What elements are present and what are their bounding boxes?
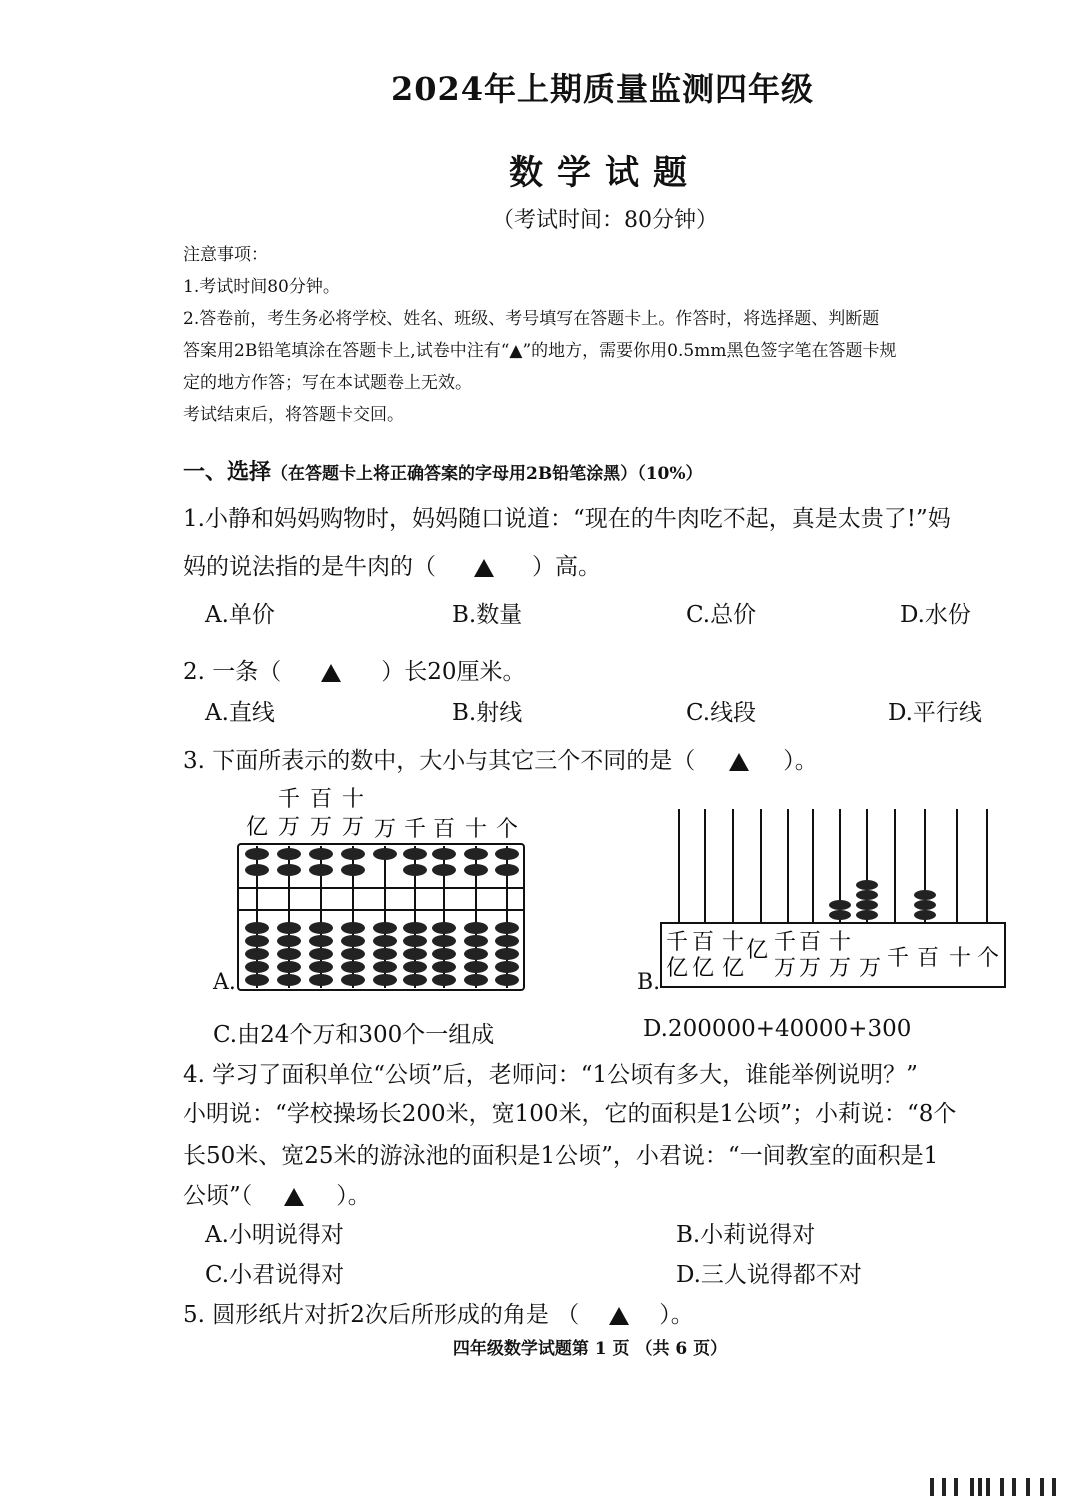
abacus-bead xyxy=(373,935,397,947)
answer-triangle-icon xyxy=(729,753,749,771)
abacus-bead xyxy=(245,974,269,986)
abacus-a xyxy=(232,782,532,997)
abacus-bead xyxy=(403,848,427,860)
q3-option-c: C.由24个万和300个一组成 xyxy=(213,1022,495,1048)
abacus-bead xyxy=(245,864,269,876)
abacus-label: 百 xyxy=(432,817,456,842)
abacus-bead xyxy=(495,961,519,973)
abacus-bead xyxy=(341,935,365,947)
abacus-bead xyxy=(245,948,269,960)
answer-triangle-icon xyxy=(609,1307,629,1325)
counter-label-top: 千 xyxy=(773,930,797,955)
abacus-bead xyxy=(464,974,488,986)
counter-label-top: 千 xyxy=(665,930,689,955)
abacus-bead xyxy=(432,922,456,934)
abacus-bead xyxy=(432,935,456,947)
counter-label-bottom: 万 xyxy=(798,956,822,981)
abacus-top-label: 百 xyxy=(309,787,333,812)
abacus-bead xyxy=(245,922,269,934)
abacus-bead xyxy=(277,864,301,876)
counter-bead xyxy=(829,900,851,910)
abacus-a-label: A. xyxy=(213,970,236,995)
q2-text-b: ）长20厘米。 xyxy=(381,659,526,685)
abacus-bead xyxy=(432,961,456,973)
abacus-bead xyxy=(403,935,427,947)
notes-line: 考试结束后，将答题卡交回。 xyxy=(183,405,404,425)
abacus-label: 千 xyxy=(403,817,427,842)
abacus-bead xyxy=(277,935,301,947)
abacus-bead xyxy=(464,922,488,934)
q1-line2 xyxy=(183,548,601,581)
q4-line2: 小明说：“学校操场长200米，宽100米，它的面积是1公顷”；小莉说：“8个 xyxy=(183,1101,957,1127)
abacus-bead xyxy=(309,935,333,947)
abacus-bead xyxy=(373,974,397,986)
abacus-bead xyxy=(495,935,519,947)
abacus-bead xyxy=(403,961,427,973)
q1-option-b: B.数量 xyxy=(452,602,523,628)
counter-label-bottom: 百 xyxy=(916,946,940,971)
abacus-bead xyxy=(464,864,488,876)
counter-label-bottom: 亿 xyxy=(691,956,715,981)
answer-triangle-icon xyxy=(474,559,494,577)
abacus-bead xyxy=(432,864,456,876)
counter-label-bottom: 千 xyxy=(886,946,910,971)
abacus-bead xyxy=(403,922,427,934)
section-label: 一、选择 xyxy=(183,459,272,485)
q5-text-b: ）。 xyxy=(659,1302,694,1328)
q5-text xyxy=(183,1296,694,1329)
abacus-bead xyxy=(245,848,269,860)
q4-line4 xyxy=(183,1177,371,1210)
abacus-bead xyxy=(373,848,397,860)
q1-option-a: A.单价 xyxy=(205,602,275,628)
q2-option-b: B.射线 xyxy=(452,700,523,726)
counter-label-bottom: 个 xyxy=(976,946,1000,971)
q2-option-a: A.直线 xyxy=(205,700,275,726)
counter-label-bottom: 十 xyxy=(948,946,972,971)
abacus-label: 万 xyxy=(373,817,397,842)
notes-block xyxy=(183,240,896,430)
q4-option-c: C.小君说得对 xyxy=(205,1262,345,1288)
abacus-bead xyxy=(495,848,519,860)
q4-text-a: 公顷”（ xyxy=(183,1183,253,1209)
abacus-bead xyxy=(464,935,488,947)
answer-triangle-icon xyxy=(321,664,341,682)
abacus-beads xyxy=(245,846,519,988)
abacus-bead xyxy=(277,961,301,973)
q5-text-a: 5. 圆形纸片对折2次后所形成的角是 （ xyxy=(183,1302,580,1328)
q2-text-a: 2. 一条（ xyxy=(183,659,282,685)
abacus-bead xyxy=(277,974,301,986)
q1-text-b: ）高。 xyxy=(532,554,601,580)
abacus-label: 万 xyxy=(341,815,365,840)
counter-bead xyxy=(829,910,851,920)
abacus-bead xyxy=(464,961,488,973)
counter-bead xyxy=(856,880,878,890)
q1-option-c: C.总价 xyxy=(686,602,757,628)
abacus-bead xyxy=(341,864,365,876)
abacus-bead xyxy=(432,848,456,860)
section-note: （在答题卡上将正确答案的字母用2B铅笔涂黑）（10%） xyxy=(271,464,703,484)
counter-label-top: 十 xyxy=(828,930,852,955)
counter-bead xyxy=(856,910,878,920)
notes-line: 1.考试时间80分钟。 xyxy=(183,277,340,297)
q1-line1: 1.小静和妈妈购物时，妈妈随口说道：“现在的牛肉吃不起，真是太贵了!”妈 xyxy=(183,506,951,532)
abacus-bead xyxy=(403,864,427,876)
abacus-bead xyxy=(341,922,365,934)
counter-label-bottom: 亿 xyxy=(745,938,769,963)
counter-bead xyxy=(856,890,878,900)
abacus-bead xyxy=(309,948,333,960)
q3-option-d: D.200000+40000+300 xyxy=(643,1016,912,1042)
q4-text-b: ）。 xyxy=(336,1183,371,1209)
abacus-label: 亿 xyxy=(245,815,269,840)
abacus-bead xyxy=(495,864,519,876)
section-heading xyxy=(183,455,703,486)
q4-option-b: B.小莉说得对 xyxy=(676,1222,816,1248)
counter-label-top: 百 xyxy=(691,930,715,955)
abacus-top-label: 十 xyxy=(341,787,365,812)
q4-option-a: A.小明说得对 xyxy=(205,1222,344,1248)
abacus-label: 万 xyxy=(277,815,301,840)
abacus-bead xyxy=(373,961,397,973)
abacus-bead xyxy=(373,922,397,934)
exam-title: 2024年上期质量监测四年级 xyxy=(390,70,815,108)
abacus-bead xyxy=(245,961,269,973)
abacus-bead xyxy=(495,974,519,986)
abacus-bead xyxy=(464,848,488,860)
abacus-label: 万 xyxy=(309,815,333,840)
q3-text-b: ）。 xyxy=(783,748,818,774)
q2-text xyxy=(183,653,526,686)
scan-mark xyxy=(930,1478,1060,1500)
abacus-bead xyxy=(309,864,333,876)
q3-text xyxy=(183,742,818,775)
abacus-bead xyxy=(341,974,365,986)
counter-bead xyxy=(914,900,936,910)
counter-label-bottom: 万 xyxy=(858,956,882,981)
counter-bead xyxy=(914,910,936,920)
counter-label-top: 百 xyxy=(798,930,822,955)
abacus-bead xyxy=(464,948,488,960)
q1-text-a: 妈的说法指的是牛肉的（ xyxy=(183,554,436,580)
abacus-bead xyxy=(341,848,365,860)
q2-option-d: D.平行线 xyxy=(888,700,982,726)
counter-b xyxy=(655,785,1015,995)
abacus-bead xyxy=(403,974,427,986)
notes-line: 答案用2B铅笔填涂在答题卡上,试卷中注有“▲”的地方，需要你用0.5mm黑色签字笔在答题卡规 xyxy=(183,341,897,361)
exam-subtitle: 数学试题 xyxy=(509,153,701,193)
abacus-bead xyxy=(341,948,365,960)
q4-line3: 长50米、宽25米的游泳池的面积是1公顷”，小君说：“一间教室的面积是1 xyxy=(183,1143,939,1169)
abacus-top-label: 千 xyxy=(277,787,301,812)
abacus-bead xyxy=(432,974,456,986)
counter-label-bottom: 万 xyxy=(828,956,852,981)
abacus-bead xyxy=(403,948,427,960)
counter-label-top: 十 xyxy=(721,930,745,955)
abacus-bead xyxy=(277,848,301,860)
abacus-label: 个 xyxy=(495,817,519,842)
q2-option-c: C.线段 xyxy=(686,700,757,726)
abacus-bead xyxy=(309,974,333,986)
abacus-bead xyxy=(373,948,397,960)
q4-option-d: D.三人说得都不对 xyxy=(676,1262,862,1288)
abacus-bead xyxy=(341,961,365,973)
q4-line1: 4. 学习了面积单位“公顷”后，老师问：“1公顷有多大，谁能举例说明？” xyxy=(183,1062,918,1088)
abacus-bead xyxy=(432,948,456,960)
notes-line: 2.答卷前，考生务必将学校、姓名、班级、考号填写在答题卡上。作答时，将选择题、判断题 xyxy=(183,309,880,329)
counter-b-label: B. xyxy=(637,970,661,995)
exam-time: （考试时间：80分钟） xyxy=(492,208,718,233)
counter-bead xyxy=(856,900,878,910)
abacus-bead xyxy=(277,948,301,960)
abacus-bead xyxy=(309,848,333,860)
abacus-bead xyxy=(495,922,519,934)
q3-text-a: 3. 下面所表示的数中，大小与其它三个不同的是（ xyxy=(183,748,696,774)
abacus-bead xyxy=(277,922,301,934)
counter-bead xyxy=(914,890,936,900)
abacus-bead xyxy=(309,922,333,934)
abacus-bead xyxy=(245,935,269,947)
counter-label-bottom: 亿 xyxy=(721,956,745,981)
notes-heading: 注意事项： xyxy=(183,245,268,265)
answer-triangle-icon xyxy=(284,1188,304,1206)
q1-option-d: D.水份 xyxy=(900,602,971,628)
page-footer: 四年级数学试题第 1 页 （共 6 页） xyxy=(452,1339,728,1359)
counter-label-bottom: 亿 xyxy=(665,956,689,981)
abacus-label: 十 xyxy=(464,817,488,842)
abacus-bead xyxy=(495,948,519,960)
counter-rods xyxy=(679,809,987,923)
notes-line: 定的地方作答；写在本试题卷上无效。 xyxy=(183,373,472,393)
abacus-bead xyxy=(309,961,333,973)
counter-label-bottom: 万 xyxy=(773,956,797,981)
